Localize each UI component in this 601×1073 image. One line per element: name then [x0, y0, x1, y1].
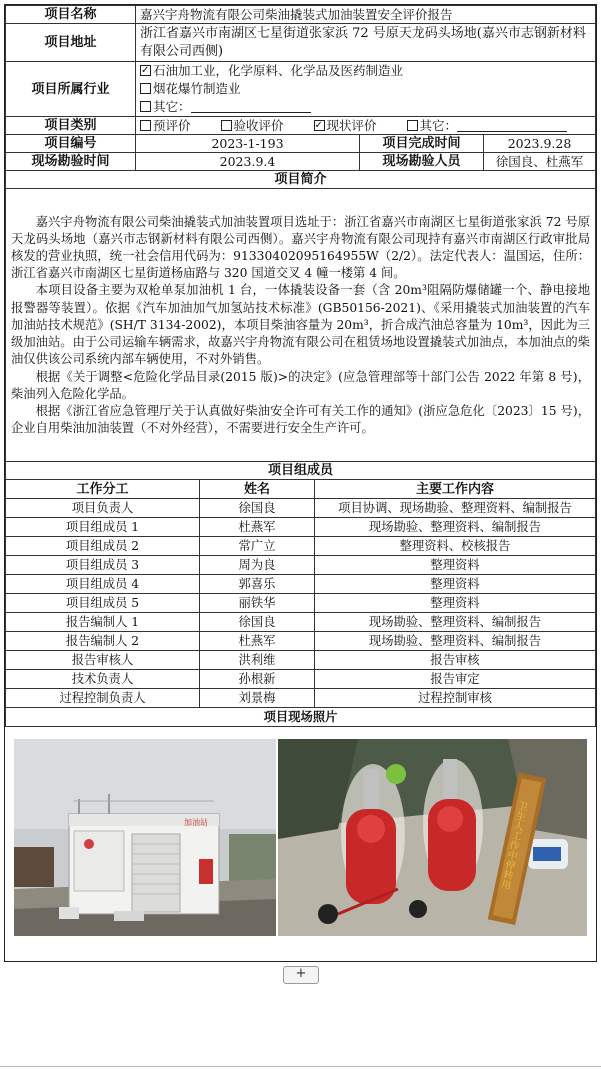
table-row: [6, 556, 596, 575]
industry-options: [136, 62, 596, 117]
team-name-cell: 洪利维: [200, 651, 315, 670]
project-name-label: 项目名称: [6, 6, 136, 24]
team-name-cell: 周为良: [200, 556, 315, 575]
category-options: [136, 117, 596, 135]
checkbox-icon[interactable]: [221, 120, 232, 131]
checkbox-checked-icon[interactable]: [314, 120, 325, 131]
team-work-cell: 整理资料、校核报告: [315, 537, 596, 556]
table-row: [6, 575, 596, 594]
industry-option-2[interactable]: [140, 80, 591, 98]
intro-title: 项目简介: [6, 171, 596, 189]
team-work-cell: 项目协调、现场勘验、整理资料、编制报告: [315, 499, 596, 518]
team-name-cell: 徐国良: [200, 499, 315, 518]
intro-paragraph: 嘉兴宇舟物流有限公司柴油撬装式加油装置项目选址于：浙江省嘉兴市南湖区七星街道张家浜 72 号原天龙码头场地（嘉兴市志钢新材料有限公司西侧）。嘉兴宇舟物流有限公司现持有嘉兴市南湖区行政审批局核发的营业执照，统一社会信用代码为：91330402095164955W（2/2）。法定代表人：温国运，住所：浙江省嘉兴市南湖区七星街道杨庙路与 320 国道交叉 4 幢一楼第 4 间。: [11, 214, 590, 281]
site-photo-station: [14, 739, 276, 936]
table-row: [6, 613, 596, 632]
category-option-4[interactable]: [407, 118, 568, 133]
team-role-cell: 技术负责人: [6, 670, 200, 689]
site-photo-extinguishers: [278, 739, 587, 936]
team-name-cell: 孙根新: [200, 670, 315, 689]
category-option-2[interactable]: [221, 118, 284, 133]
team-header-role: 工作分工: [6, 480, 200, 499]
other-blank[interactable]: [191, 100, 311, 113]
team-role-cell: 报告审核人: [6, 651, 200, 670]
surveyors-label: 现场勘验人员: [360, 153, 484, 171]
page-bottom-rule: [0, 1066, 601, 1067]
team-role-cell: 报告编制人 2: [6, 632, 200, 651]
industry-option-1-label: 石油加工业，化学原料、化学品及医药制造业: [153, 63, 404, 78]
intro-paragraph: 本项目设备主要为双枪单泵加油机 1 台，一体撬装设备一套（含 20m³阻隔防爆储罐一个、静电接地报警器等装置）。依据《汽车加油加气加氢站技术标准》(GB50156-2021)、《采用撬装式加油装置的汽车加油站技术规范》(SH/T 3134-2002)，本项目柴油容量为 20m³，折合成汽油总容量为 10m³，因此为三级加油站。由于公司运输车辆需求，故嘉兴宇舟物流有限公司在租赁场地设置撬装式加油点，本加油点的柴油仅供该公司系统内部车辆使用，不对外销售。: [11, 283, 590, 367]
photos-title: 项目现场照片: [6, 708, 596, 727]
team-title: 项目组成员: [6, 462, 596, 480]
photo1-sign-text: 加油站: [184, 818, 208, 827]
team-rows: [6, 499, 596, 708]
team-work-cell: 整理资料: [315, 556, 596, 575]
intro-paragraph: 根据《关于调整<危险化学品目录(2015 版)>的决定》(应急管理部等十部门公告 2022 年第 8 号)，柴油列入危险化学品。: [11, 369, 590, 401]
intro-paragraph: 根据《浙江省应急管理厅关于认真做好柴油安全许可有关工作的通知》(浙应急危化〔2023〕15 号)，企业自用柴油加油装置（不对外经营），不需要进行安全生产许可。: [11, 403, 590, 436]
industry-option-3-label: 其它：: [153, 99, 191, 114]
add-button[interactable]: +: [283, 966, 319, 984]
team-name-cell: 杜燕军: [200, 632, 315, 651]
category-option-1-label: 预评价: [153, 118, 191, 133]
team-name-cell: 丽铁华: [200, 594, 315, 613]
table-row: [6, 499, 596, 518]
team-work-cell: 现场勘验、整理资料、编制报告: [315, 632, 596, 651]
industry-option-2-label: 烟花爆竹制造业: [153, 81, 241, 96]
team-header-work: 主要工作内容: [315, 480, 596, 499]
checkbox-icon[interactable]: [140, 101, 151, 112]
table-row: [6, 537, 596, 556]
team-work-cell: 整理资料: [315, 575, 596, 594]
industry-option-3[interactable]: [140, 98, 591, 116]
team-role-cell: 项目组成员 3: [6, 556, 200, 575]
table-row: [6, 594, 596, 613]
table-row: [6, 689, 596, 708]
project-address-label: 项目地址: [6, 24, 136, 62]
info-table: [5, 5, 596, 480]
industry-option-1[interactable]: [140, 62, 591, 80]
report-sheet: [4, 4, 597, 962]
table-row: [6, 651, 596, 670]
surveyors-value: 徐国良、杜燕军: [484, 153, 596, 171]
team-role-cell: 报告编制人 1: [6, 613, 200, 632]
photos-area: [5, 727, 596, 962]
checkbox-icon[interactable]: [140, 83, 151, 94]
table-row: [6, 670, 596, 689]
industry-label: 项目所属行业: [6, 62, 136, 117]
survey-time-label: 现场勘验时间: [6, 153, 136, 171]
category-option-1[interactable]: [140, 118, 191, 133]
checkbox-checked-icon[interactable]: [140, 65, 151, 76]
team-role-cell: 项目组成员 4: [6, 575, 200, 594]
project-number-label: 项目编号: [6, 135, 136, 153]
complete-time-value: 2023.9.28: [484, 135, 596, 153]
category-label: 项目类别: [6, 117, 136, 135]
team-role-cell: 项目组成员 2: [6, 537, 200, 556]
survey-time-value: 2023.9.4: [136, 153, 360, 171]
photo2-sign-text: 卫生人工作中停转用: [498, 799, 528, 890]
project-name-value: 嘉兴宇舟物流有限公司柴油撬装式加油装置安全评价报告: [136, 6, 596, 24]
other-blank[interactable]: [457, 119, 567, 132]
checkbox-icon[interactable]: [140, 120, 151, 131]
team-role-cell: 过程控制负责人: [6, 689, 200, 708]
team-work-cell: 报告审定: [315, 670, 596, 689]
team-name-cell: 刘景梅: [200, 689, 315, 708]
team-role-cell: 项目负责人: [6, 499, 200, 518]
category-option-4-label: 其它：: [419, 118, 458, 133]
category-option-2-label: 验收评价: [233, 118, 284, 133]
team-name-cell: 常广立: [200, 537, 315, 556]
complete-time-label: 项目完成时间: [360, 135, 484, 153]
team-header-name: 姓名: [200, 480, 315, 499]
team-name-cell: 徐国良: [200, 613, 315, 632]
team-role-cell: 项目组成员 5: [6, 594, 200, 613]
checkbox-icon[interactable]: [407, 120, 418, 131]
project-number-value: 2023-1-193: [136, 135, 360, 153]
team-table: [5, 479, 596, 727]
category-option-3-label: 现状评价: [326, 118, 377, 133]
team-work-cell: 过程控制审核: [315, 689, 596, 708]
team-name-cell: 郭喜乐: [200, 575, 315, 594]
team-work-cell: 整理资料: [315, 594, 596, 613]
intro-body: [6, 189, 596, 462]
project-address-value: 浙江省嘉兴市南湖区七星街道张家浜 72 号原天龙码头场地(嘉兴市志钢新材料有限公司西侧): [136, 24, 596, 62]
team-work-cell: 现场勘验、整理资料、编制报告: [315, 613, 596, 632]
team-role-cell: 项目组成员 1: [6, 518, 200, 537]
table-row: [6, 632, 596, 651]
category-option-3[interactable]: [314, 118, 377, 133]
team-work-cell: 现场勘验、整理资料、编制报告: [315, 518, 596, 537]
table-row: [6, 518, 596, 537]
team-name-cell: 杜燕军: [200, 518, 315, 537]
team-work-cell: 报告审核: [315, 651, 596, 670]
